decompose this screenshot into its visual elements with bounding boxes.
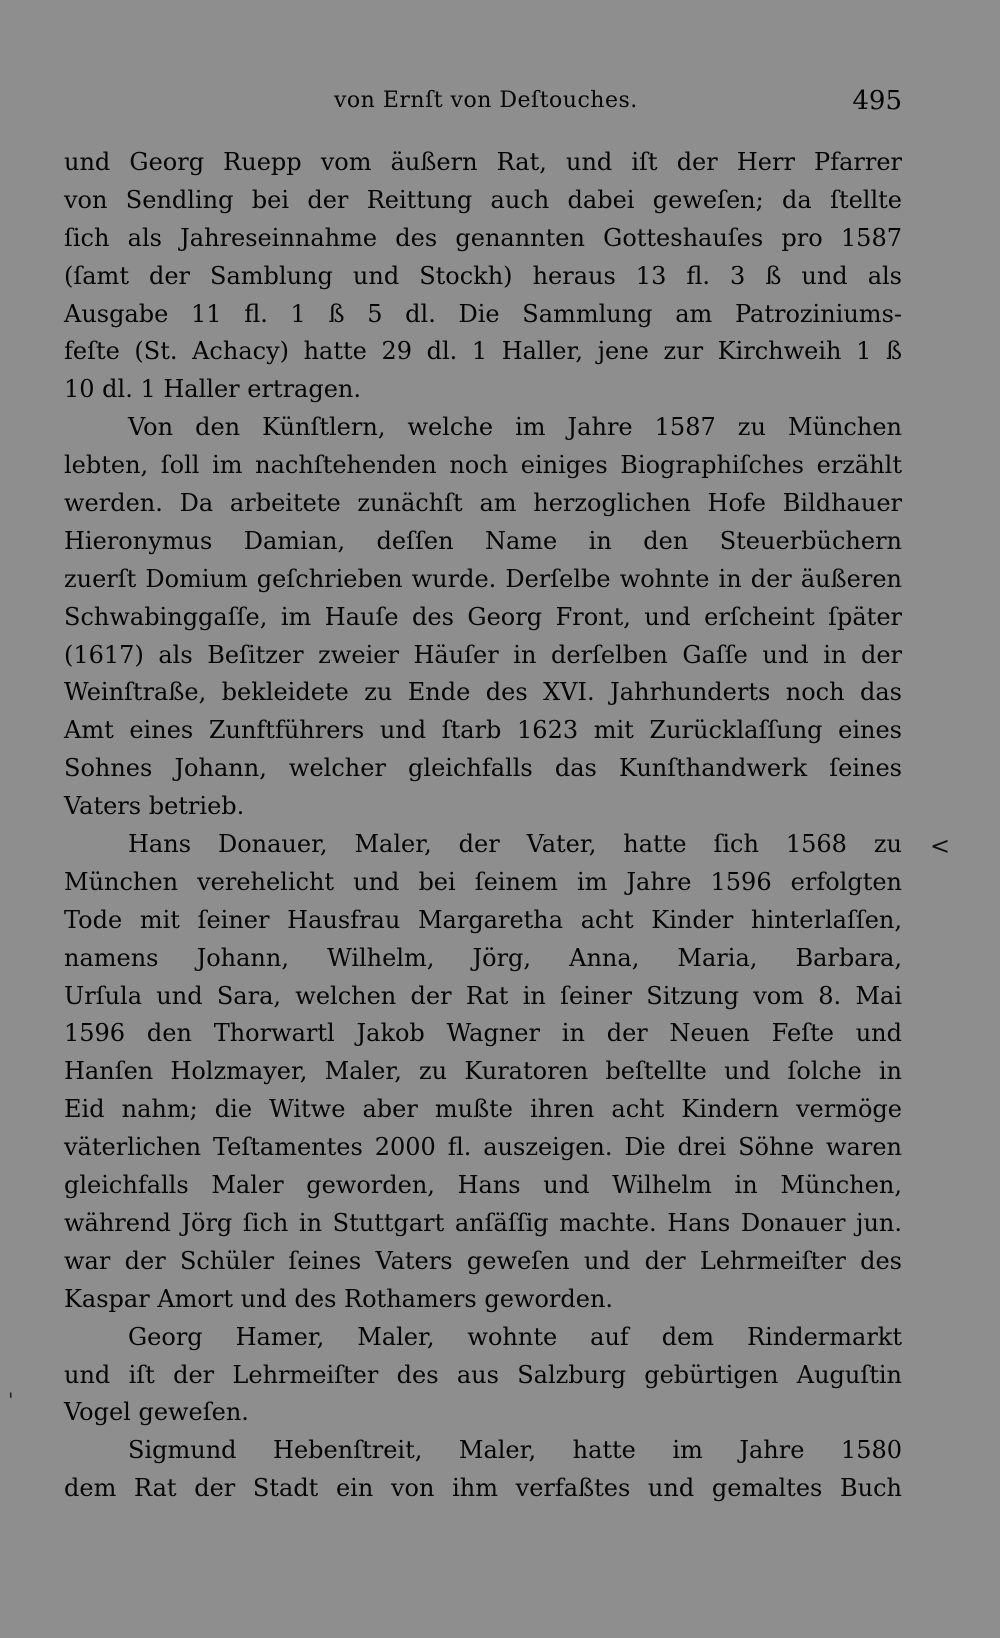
- text-line: München verehelicht und bei ſeinem im Jahre 1596 erfolgten: [64, 867, 902, 896]
- paragraph-first-line: Georg Hamer, Maler, wohnte auf dem Rindermarkt: [128, 1322, 902, 1351]
- running-head: [64, 82, 902, 122]
- text-line: dem Rat der Stadt ein von ihm verfaßtes und gemaltes Buch: [64, 1474, 902, 1503]
- text-line: 10 dl. 1 Haller ertragen.: [64, 375, 362, 404]
- text-line: (1617) als Beſitzer zweier Häuſer in derſelben Gaſſe und in der: [64, 640, 902, 669]
- text-line: Tode mit ſeiner Hausfrau Margaretha acht Kinder hinterlaſſen,: [64, 905, 902, 934]
- text-line: und Georg Ruepp vom äußern Rat, und iſt der Herr Pfarrer: [64, 148, 902, 176]
- text-line: Hanſen Holzmayer, Maler, zu Kuratoren beſtellte und ſolche in: [64, 1057, 902, 1086]
- text-line: zuerſt Domium geſchrieben wurde. Derſelbe wohnte in der äußeren: [64, 564, 902, 593]
- text-line: Sohnes Johann, welcher gleichfalls das Kunſthandwerk ſeines: [64, 754, 902, 783]
- margin-annotation-mark: <: [930, 832, 951, 860]
- text-line: Kaspar Amort und des Rothamers geworden.: [64, 1284, 614, 1313]
- running-head-title: von Ernſt von Deſtouches.: [334, 88, 638, 113]
- text-line: lebten, ſoll im nachſtehenden noch einiges Biographiſches erzählt: [64, 451, 902, 480]
- body-text: [64, 144, 902, 1508]
- text-line: werden. Da arbeitete zunächſt am herzoglichen Hofe Bildhauer: [64, 489, 902, 518]
- text-line: war der Schüler ſeines Vaters geweſen und der Lehrmeiſter des: [64, 1246, 902, 1275]
- text-line: feſte (St. Achacy) hatte 29 dl. 1 Haller, jene zur Kirchweih 1 ß: [64, 337, 902, 366]
- text-line: gleichfalls Maler geworden, Hans und Wilhelm in München,: [64, 1171, 902, 1200]
- text-line: Ausgabe 11 fl. 1 ß 5 dl. Die Sammlung am Patroziniums-: [64, 299, 902, 328]
- text-line: namens Johann, Wilhelm, Jörg, Anna, Maria, Barbara,: [64, 943, 902, 972]
- stray-ink-mark: ': [8, 1388, 14, 1412]
- text-line: Vogel geweſen.: [64, 1398, 249, 1427]
- text-line: Eid nahm; die Witwe aber mußte ihren acht Kindern vermöge: [64, 1095, 902, 1124]
- text-line: Amt eines Zunftführers und ſtarb 1623 mit Zurücklaſſung eines: [64, 716, 902, 745]
- paragraph-first-line: Von den Künſtlern, welche im Jahre 1587 zu München: [128, 413, 902, 442]
- text-line: Weinſtraße, bekleidete zu Ende des XVI. Jahrhunderts noch das: [64, 678, 902, 707]
- text-line: und iſt der Lehrmeiſter des aus Salzburg gebürtigen Auguſtin: [64, 1360, 902, 1389]
- text-line: von Sendling bei der Reittung auch dabei geweſen; da ſtellte: [64, 185, 902, 214]
- text-line: (ſamt der Samblung und Stockh) heraus 13 fl. 3 ß und als: [64, 261, 902, 290]
- text-line: Vaters betrieb.: [64, 792, 245, 821]
- text-line: während Jörg ſich in Stuttgart anſäſſig machte. Hans Donauer jun.: [64, 1208, 902, 1237]
- paragraph-first-line: Hans Donauer, Maler, der Vater, hatte ſich 1568 zu: [128, 830, 902, 859]
- page-number: 495: [852, 86, 902, 116]
- text-line: väterlichen Teſtamentes 2000 fl. auszeigen. Die drei Söhne waren: [64, 1133, 902, 1162]
- text-line: Schwabinggaſſe, im Hauſe des Georg Front, und erſcheint ſpäter: [64, 602, 902, 631]
- text-line: Urſula und Sara, welchen der Rat in ſeiner Sitzung vom 8. Mai: [64, 981, 902, 1010]
- text-line: 1596 den Thorwartl Jakob Wagner in der Neuen Feſte und: [64, 1019, 902, 1048]
- paragraph-first-line: Sigmund Hebenſtreit, Maler, hatte im Jahre 1580: [128, 1436, 902, 1465]
- text-line: Hieronymus Damian, deſſen Name in den Steuerbüchern: [64, 526, 902, 555]
- text-line: ſich als Jahreseinnahme des genannten Gotteshauſes pro 1587: [64, 223, 902, 252]
